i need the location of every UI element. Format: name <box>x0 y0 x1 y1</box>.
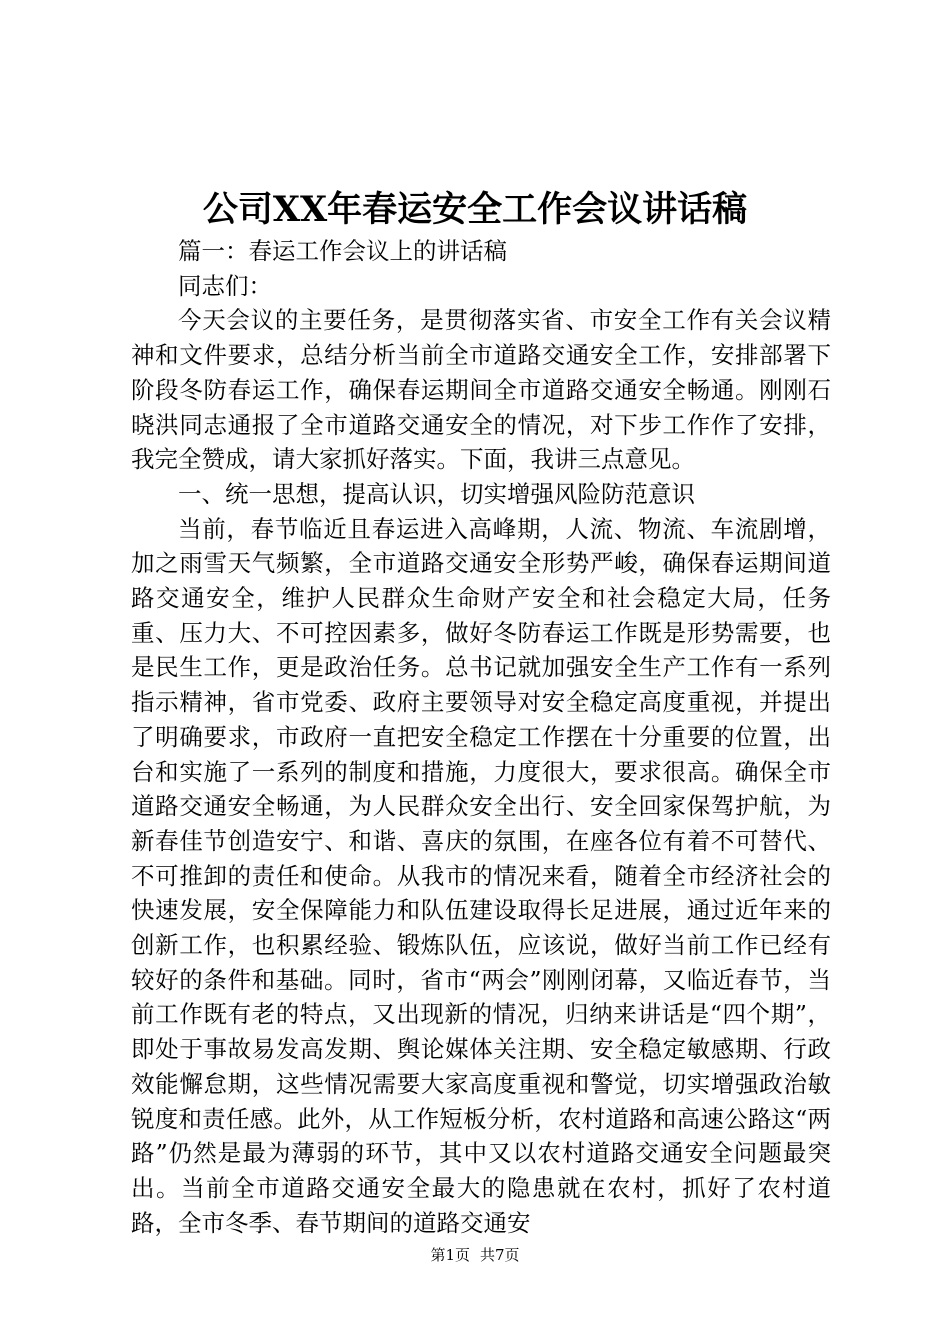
page-number: 第1页 <box>430 1246 470 1264</box>
body-paragraph: 今天会议的主要任务，是贯彻落实省、市安全工作有关会议精神和文件要求，总结分析当前全市道路交通安全工作，安排部署下阶段冬防春运工作，确保春运期间全市道路交通安全畅通。刚刚石晓洪同志通报了全市道路交通安全的情况，对下步工作作了安排，我完全赞成，请大家抓好落实。下面，我讲三点意见。 <box>131 306 831 474</box>
page-footer <box>0 1245 950 1265</box>
page-total: 共7页 <box>480 1246 520 1264</box>
section-heading: 篇一：春运工作会议上的讲话稿 <box>178 237 507 265</box>
salutation: 同志们： <box>178 271 272 300</box>
point-heading: 一、统一思想，提高认识，切实增强风险防范意识 <box>178 479 695 508</box>
body-paragraph: 当前，春节临近且春运进入高峰期，人流、物流、车流剧增，加之雨雪天气频繁，全市道路交通安全形势严峻，确保春运期间道路交通安全，维护人民群众生命财产安全和社会稳定大局，任务重、压力大、不可控因素多，做好冬防春运工作既是形势需要，也是民生工作，更是政治任务。总书记就加强安全生产工作有一系列指示精神，省市党委、政府主要领导对安全稳定高度重视，并提出了明确要求，市政府一直把安全稳定工作摆在十分重要的位置，出台和实施了一系列的制度和措施，力度很大，要求很高。确保全市道路交通安全畅通，为人民群众安全出行、安全回家保驾护航，为新春佳节创造安宁、和谐、喜庆的氛围，在座各位有着不可替代、不可推卸的责任和使命。从我市的情况来看，随着全市经济社会的快速发展，安全保障能力和队伍建设取得长足进展，通过近年来的创新工作，也积累经验、锻炼队伍，应该说，做好当前工作已经有较好的条件和基础。同时，省市“两会”刚刚闭幕，又临近春节，当前工作既有老的特点，又出现新的情况，归纳来讲话是“四个期”，即处于事故易发高发期、舆论媒体关注期、安全稳定敏感期、行政效能懈怠期，这些情况需要大家高度重视和警觉，切实增强政治敏锐度和责任感。此外，从工作短板分析，农村道路和高速公路这“两路”仍然是最为薄弱的环节，其中又以农村道路交通安全问题最突出。当前全市道路交通安全最大的隐患就在农村，抓好了农村道路，全市冬季、春节期间的道路交通安 <box>131 514 831 1237</box>
document-body <box>131 234 831 1240</box>
document-title: 公司XX年春运安全工作会议讲话稿 <box>202 189 748 230</box>
